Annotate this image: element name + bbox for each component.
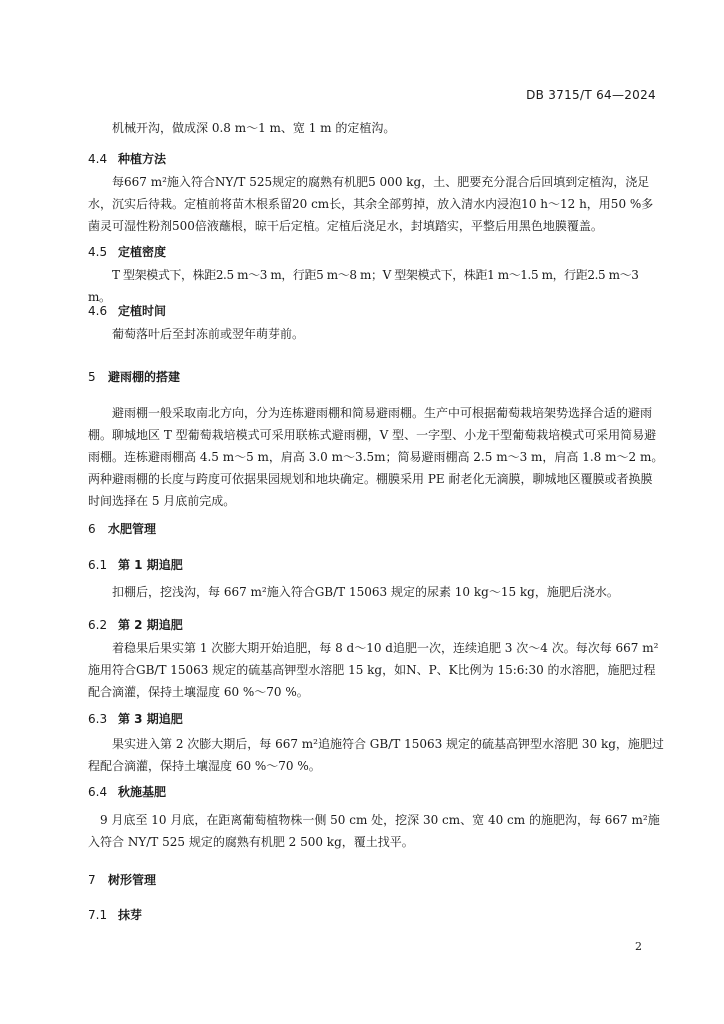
section-title: 定植时间 (118, 304, 167, 318)
paragraph-planting-method: 每667 m²施入符合NY/T 525规定的腐熟有机肥5 000 kg，土、肥要充分混合后回填到定植沟，浇足水，沉实后待栽。定植前将苗木根系留20 cm长，其余全部剪掉，放入清水内浸泡10 h～12 h，用50 %多菌灵可湿性粉剂500倍液蘸根，晾干后定植。定植后浇足水，封填踏实，平整后用黑色地膜覆盖。 (88, 175, 654, 233)
section-6-1-heading (88, 556, 183, 573)
page-number: 2 (635, 940, 642, 953)
section-title: 水肥管理 (108, 522, 157, 536)
section-6-3-heading (88, 710, 183, 727)
section-title: 第 1 期追肥 (118, 558, 183, 572)
section-title: 避雨棚的搭建 (108, 370, 181, 384)
paragraph-autumn-base-fertilizer: 9 月底至 10 月底，在距离葡萄植物株一侧 50 cm 处，挖深 30 cm、宽 40 cm 的施肥沟，每 667 m²施入符合 NY/T 525 规定的腐熟有机肥 2 500 kg，覆土找平。 (88, 813, 660, 849)
section-7-heading (88, 871, 156, 888)
section-title: 定植密度 (118, 245, 167, 259)
paragraph-topdressing-2: 着稳果后果实第 1 次膨大期开始追肥，每 8 d～10 d追肥一次，连续追肥 3 次～4 次。每次每 667 m²施用符合GB/T 15063 规定的硫基高钾型水溶肥 15 kg，如N、P、K比例为 15:6:30 的水溶肥，施肥过程配合滴灌，保持土壤湿度 60 %～70 %。 (88, 641, 659, 699)
section-title: 树形管理 (108, 873, 157, 887)
section-4-6-heading (88, 302, 166, 319)
paragraph-planting-density: T 型架模式下，株距2.5 m～3 m，行距5 m～8 m；V 型架模式下，株距1 m～1.5 m，行距2.5 m～3 m。 (88, 268, 639, 304)
section-number: 6.1 (88, 558, 108, 572)
paragraph-planting-time: 葡萄落叶后至封冻前或翌年萌芽前。 (112, 327, 305, 341)
section-title: 秋施基肥 (118, 785, 167, 799)
section-number: 6.3 (88, 712, 108, 726)
section-title: 第 3 期追肥 (118, 712, 183, 726)
paragraph-topdressing-1: 扣棚后，挖浅沟，每 667 m²施入符合GB/T 15063 规定的尿素 10 kg～15 kg，施肥后浇水。 (112, 585, 619, 599)
section-4-4-heading (88, 150, 166, 167)
section-number: 4.5 (88, 245, 108, 259)
section-number: 4.4 (88, 152, 108, 166)
section-number: 6.2 (88, 618, 108, 632)
section-6-4-heading (88, 783, 166, 800)
section-number: 6 (88, 522, 96, 536)
section-7-1-heading (88, 906, 142, 923)
paragraph-topdressing-3: 果实进入第 2 次膨大期后，每 667 m²追施符合 GB/T 15063 规定的硫基高钾型水溶肥 30 kg，施肥过程配合滴灌，保持土壤湿度 60 %～70 %。 (88, 737, 664, 773)
document-id-header: DB 3715/T 64—2024 (526, 88, 656, 102)
section-number: 5 (88, 370, 96, 384)
section-title: 第 2 期追肥 (118, 618, 183, 632)
paragraph-planting-trench: 机械开沟，做成深 0.8 m～1 m、宽 1 m 的定植沟。 (112, 121, 396, 135)
paragraph-rain-shelter: 避雨棚一般采取南北方向，分为连栋避雨棚和简易避雨棚。生产中可根据葡萄栽培架势选择合适的避雨棚。聊城地区 T 型葡萄栽培模式可采用联栋式避雨棚，V 型、一字型、小龙干型葡萄栽培模式可采用简易避雨棚。连栋避雨棚高 4.5 m～5 m，肩高 3.0 m～3.5m；简易避雨棚高 2.5 m～3 m，肩高 1.8 m～2 m。两种避雨棚的长度与跨度可依据果园规划和地块确定。棚膜采用 PE 耐老化无滴膜，聊城地区覆膜或者换膜时间选择在 5 月底前完成。 (88, 406, 664, 508)
section-title: 种植方法 (118, 152, 167, 166)
section-number: 7.1 (88, 908, 108, 922)
section-6-heading (88, 520, 156, 537)
section-number: 7 (88, 873, 96, 887)
section-number: 4.6 (88, 304, 108, 318)
section-4-5-heading (88, 243, 166, 260)
section-number: 6.4 (88, 785, 108, 799)
section-title: 抹芽 (118, 908, 143, 922)
section-6-2-heading (88, 616, 183, 633)
section-5-heading (88, 368, 180, 385)
